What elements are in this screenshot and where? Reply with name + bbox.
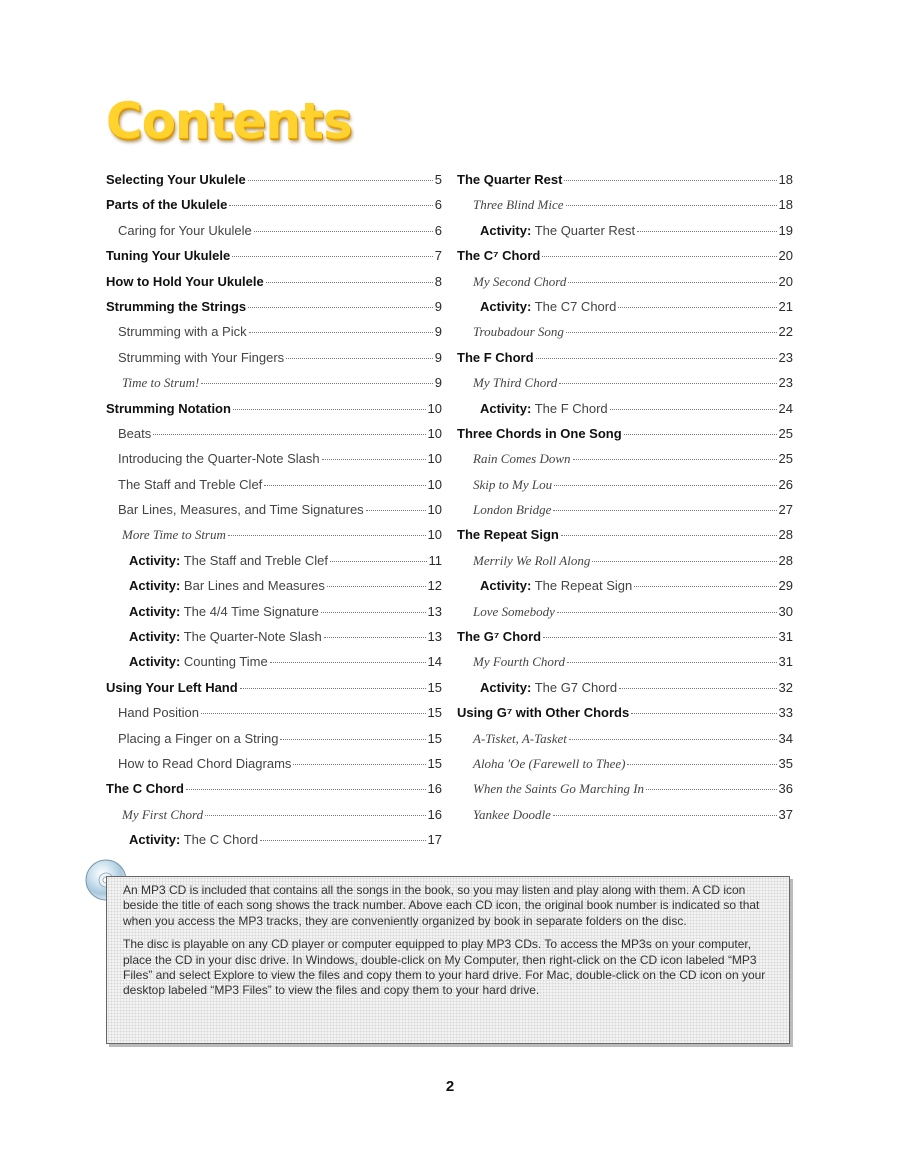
toc-entry-label: When the Saints Go Marching In bbox=[473, 781, 645, 797]
toc-entry-page: 10 bbox=[427, 527, 442, 543]
dot-leader bbox=[266, 282, 433, 283]
dot-leader bbox=[201, 713, 426, 714]
toc-entry bbox=[106, 781, 442, 806]
toc-entry-page: 6 bbox=[434, 197, 442, 213]
toc-entry-label bbox=[129, 604, 319, 619]
toc-entry-label: Using Your Left Hand bbox=[106, 679, 238, 695]
toc-entry-page: 22 bbox=[778, 324, 793, 340]
toc-entry-page: 13 bbox=[427, 603, 442, 619]
toc-entry-page: 25 bbox=[778, 451, 793, 467]
toc-entry bbox=[106, 350, 442, 375]
dot-leader bbox=[536, 358, 777, 359]
toc-entry bbox=[457, 223, 793, 248]
toc-entry-prefix: Activity: bbox=[129, 552, 181, 568]
toc-entry-page: 12 bbox=[427, 578, 442, 594]
toc-entry-prefix: Activity: bbox=[480, 298, 532, 314]
toc-entry bbox=[457, 451, 793, 476]
toc-entry bbox=[106, 324, 442, 349]
toc-entry-prefix: Activity: bbox=[129, 578, 181, 594]
dot-leader bbox=[561, 535, 777, 536]
toc-entry bbox=[106, 731, 442, 756]
toc-entry bbox=[457, 502, 793, 527]
toc-entry-page: 6 bbox=[434, 222, 442, 238]
toc-entry bbox=[106, 299, 442, 324]
toc-entry bbox=[106, 502, 442, 527]
toc-entry bbox=[457, 781, 793, 806]
dot-leader bbox=[557, 612, 777, 613]
dot-leader bbox=[553, 815, 777, 816]
toc-entry bbox=[106, 629, 442, 654]
toc-entry-label: How to Read Chord Diagrams bbox=[118, 755, 292, 771]
toc-entry-label: How to Hold Your Ukulele bbox=[106, 273, 264, 289]
toc-entry bbox=[106, 172, 442, 197]
toc-entry bbox=[106, 248, 442, 273]
toc-entry-page: 15 bbox=[427, 679, 442, 695]
toc-entry bbox=[457, 654, 793, 679]
dot-leader bbox=[554, 485, 776, 486]
toc-entry-label: Skip to My Lou bbox=[473, 476, 553, 492]
toc-entry bbox=[457, 274, 793, 299]
toc-entry-page: 24 bbox=[778, 400, 793, 416]
toc-entry-page: 9 bbox=[434, 375, 442, 391]
toc-entry bbox=[106, 832, 442, 857]
dot-leader bbox=[228, 535, 426, 536]
toc-entry-prefix: Activity: bbox=[129, 629, 181, 645]
toc-entry-label: The Quarter Rest bbox=[457, 172, 563, 187]
toc-entry-label bbox=[480, 578, 632, 593]
dot-leader bbox=[254, 231, 433, 232]
toc-entry-page: 20 bbox=[778, 248, 793, 264]
toc-entry bbox=[457, 629, 793, 654]
toc-entry-label: Time to Strum! bbox=[122, 375, 200, 391]
toc-entry-label: Troubadour Song bbox=[473, 324, 564, 340]
toc-entry-page: 25 bbox=[778, 425, 793, 441]
toc-entry-label bbox=[480, 223, 635, 238]
toc-entry-label bbox=[129, 553, 328, 568]
toc-right-column bbox=[457, 172, 793, 832]
dot-leader bbox=[270, 662, 426, 663]
toc-entry-label: Parts of the Ukulele bbox=[106, 197, 228, 213]
toc-entry-page: 26 bbox=[778, 476, 793, 492]
toc-entry-page: 10 bbox=[427, 425, 442, 441]
toc-entry bbox=[106, 223, 442, 248]
toc-entry bbox=[106, 375, 442, 400]
toc-entry-label: Strumming with a Pick bbox=[118, 324, 247, 340]
note-paragraph-2: The disc is playable on any CD player or computer equipped to play MP3 CDs. To access the MP3s on your computer, place the CD in your disc drive. In Windows, double-click on My Computer, then right-click on the CD icon labeled “MP3 Files” and select Explore to view the files and copy them to your hard drive. For Mac, double-click on the CD icon on your desktop labeled “MP3 Files” to view the files and copy them to your hard drive. bbox=[123, 937, 766, 998]
toc-entry-page: 9 bbox=[434, 298, 442, 314]
toc-entry-page: 9 bbox=[434, 324, 442, 340]
toc-entry bbox=[106, 680, 442, 705]
toc-entry bbox=[106, 604, 442, 629]
toc-entry-prefix: Activity: bbox=[480, 222, 532, 238]
toc-entry-label: Beats bbox=[118, 425, 152, 441]
toc-entry-page: 15 bbox=[427, 755, 442, 771]
dot-leader bbox=[567, 662, 777, 663]
toc-entry-label: Love Somebody bbox=[473, 603, 555, 619]
dot-leader bbox=[553, 510, 776, 511]
toc-entry bbox=[457, 426, 793, 451]
dot-leader bbox=[619, 688, 776, 689]
dot-leader bbox=[153, 434, 425, 435]
toc-entry-page: 10 bbox=[427, 502, 442, 518]
toc-entry-label: Introducing the Quarter-Note Slash bbox=[118, 451, 320, 467]
dot-leader bbox=[559, 383, 776, 384]
toc-entry-label: Using G⁷ with Other Chords bbox=[457, 705, 630, 721]
toc-entry-label: Three Blind Mice bbox=[473, 197, 564, 213]
toc-entry-prefix: Activity: bbox=[480, 679, 532, 695]
toc-entry bbox=[106, 477, 442, 502]
toc-entry-page: 16 bbox=[427, 781, 442, 797]
dot-leader bbox=[248, 180, 433, 181]
toc-entry bbox=[457, 680, 793, 705]
dot-leader bbox=[592, 561, 776, 562]
toc-entry-page: 18 bbox=[778, 197, 793, 213]
toc-entry bbox=[106, 756, 442, 781]
toc-entry-label bbox=[480, 299, 616, 314]
toc-entry bbox=[457, 527, 793, 552]
dot-leader bbox=[627, 764, 776, 765]
toc-entry bbox=[457, 172, 793, 197]
toc-entry-label: Tuning Your Ukulele bbox=[106, 248, 231, 264]
toc-entry-page: 14 bbox=[427, 654, 442, 670]
toc-entry bbox=[457, 401, 793, 426]
toc-entry bbox=[457, 578, 793, 603]
dot-leader bbox=[631, 713, 776, 714]
toc-entry bbox=[457, 477, 793, 502]
toc-entry-text: The Quarter-Note Slash bbox=[183, 629, 322, 645]
toc-entry-text: The 4/4 Time Signature bbox=[183, 603, 319, 619]
dot-leader bbox=[186, 789, 426, 790]
toc-entry-page: 9 bbox=[434, 349, 442, 365]
toc-entry bbox=[457, 604, 793, 629]
dot-leader bbox=[233, 409, 426, 410]
toc-entry-page: 37 bbox=[778, 806, 793, 822]
toc-entry-page: 20 bbox=[778, 273, 793, 289]
toc-entry bbox=[457, 197, 793, 222]
toc-entry-label: Three Chords in One Song bbox=[457, 425, 622, 441]
toc-entry-label: Strumming with Your Fingers bbox=[118, 349, 285, 365]
dot-leader bbox=[240, 688, 426, 689]
toc-entry-label: More Time to Strum bbox=[122, 527, 226, 543]
dot-leader bbox=[229, 205, 432, 206]
toc-entry bbox=[106, 527, 442, 552]
dot-leader bbox=[330, 561, 427, 562]
toc-entry-text: The G7 Chord bbox=[534, 679, 618, 695]
toc-entry-page: 28 bbox=[778, 527, 793, 543]
dot-leader bbox=[324, 637, 426, 638]
dot-leader bbox=[569, 739, 777, 740]
toc-entry-label bbox=[129, 578, 325, 593]
toc-entry-label: Strumming the Strings bbox=[106, 298, 247, 314]
toc-entry-label: Selecting Your Ukulele bbox=[106, 172, 246, 187]
toc-entry-label: My First Chord bbox=[122, 806, 204, 822]
toc-entry bbox=[106, 197, 442, 222]
toc-entry-page: 21 bbox=[778, 298, 793, 314]
toc-entry-page: 11 bbox=[428, 552, 442, 568]
toc-entry-text: The C Chord bbox=[183, 832, 259, 848]
toc-entry-label bbox=[480, 680, 617, 695]
toc-entry-page: 31 bbox=[778, 654, 793, 670]
toc-entry bbox=[457, 375, 793, 400]
toc-entry-label: Caring for Your Ukulele bbox=[118, 222, 252, 238]
toc-entry-label: Hand Position bbox=[118, 705, 199, 721]
toc-entry-label: Yankee Doodle bbox=[473, 806, 551, 822]
toc-entry bbox=[106, 553, 442, 578]
toc-entry-page: 27 bbox=[778, 502, 793, 518]
toc-entry-page: 18 bbox=[778, 172, 793, 187]
toc-entry bbox=[457, 350, 793, 375]
toc-entry-page: 10 bbox=[427, 451, 442, 467]
toc-entry-label: London Bridge bbox=[473, 502, 552, 518]
toc-entry-page: 33 bbox=[778, 705, 793, 721]
toc-entry-label: Rain Comes Down bbox=[473, 451, 571, 467]
toc-entry bbox=[457, 705, 793, 730]
dot-leader bbox=[366, 510, 426, 511]
toc-entry-page: 23 bbox=[778, 349, 793, 365]
toc-entry-page: 32 bbox=[778, 679, 793, 695]
toc-entry bbox=[457, 299, 793, 324]
toc-entry-page: 8 bbox=[434, 273, 442, 289]
toc-entry-text: The Staff and Treble Clef bbox=[183, 552, 328, 568]
dot-leader bbox=[322, 459, 426, 460]
dot-leader bbox=[264, 485, 425, 486]
page-number: 2 bbox=[445, 1078, 455, 1095]
toc-entry-text: The F Chord bbox=[534, 400, 608, 416]
toc-entry-prefix: Activity: bbox=[129, 832, 181, 848]
toc-entry-label: Merrily We Roll Along bbox=[473, 552, 591, 568]
dot-leader bbox=[573, 459, 777, 460]
dot-leader bbox=[646, 789, 777, 790]
toc-entry-page: 10 bbox=[427, 400, 442, 416]
dot-leader bbox=[248, 307, 433, 308]
toc-entry bbox=[106, 654, 442, 679]
toc-entry bbox=[106, 426, 442, 451]
toc-entry-prefix: Activity: bbox=[480, 400, 532, 416]
toc-entry-label: Aloha 'Oe (Farewell to Thee) bbox=[473, 755, 626, 771]
toc-entry-page: 29 bbox=[778, 578, 793, 594]
dot-leader bbox=[327, 586, 426, 587]
page-title: Contents bbox=[106, 92, 352, 150]
toc-entry-prefix: Activity: bbox=[129, 603, 181, 619]
note-paragraph-1: An MP3 CD is included that contains all the songs in the book, so you may listen and play along with them. A CD icon beside the title of each song shows the track number. Above each CD icon, the original book number is indicated so that when you access the MP3 tracks, they are conveniently organized by book in separate folders on the disc. bbox=[123, 883, 760, 928]
toc-entry-page: 35 bbox=[778, 755, 793, 771]
dot-leader bbox=[543, 637, 776, 638]
dot-leader bbox=[205, 815, 425, 816]
toc-entry-text: Bar Lines and Measures bbox=[183, 578, 325, 594]
toc-entry bbox=[106, 451, 442, 476]
dot-leader bbox=[232, 256, 433, 257]
toc-entry-page: 36 bbox=[778, 781, 793, 797]
dot-leader bbox=[321, 612, 426, 613]
toc-entry-label: My Third Chord bbox=[473, 375, 558, 391]
toc-entry-label: Strumming Notation bbox=[106, 400, 231, 416]
toc-entry-page: 31 bbox=[778, 629, 793, 645]
toc-entry-label: Bar Lines, Measures, and Time Signatures bbox=[118, 502, 364, 518]
toc-entry-label: My Second Chord bbox=[473, 273, 567, 289]
toc-entry-page: 15 bbox=[427, 730, 442, 746]
toc-entry-label: A-Tisket, A-Tasket bbox=[473, 730, 567, 746]
dot-leader bbox=[293, 764, 425, 765]
dot-leader bbox=[201, 383, 432, 384]
toc-entry-label bbox=[129, 629, 322, 644]
toc-entry-label bbox=[129, 654, 268, 669]
toc-entry bbox=[457, 731, 793, 756]
dot-leader bbox=[260, 840, 425, 841]
toc-entry-label: The F Chord bbox=[457, 349, 534, 365]
toc-entry bbox=[106, 807, 442, 832]
toc-entry-text: Counting Time bbox=[183, 654, 268, 670]
toc-entry bbox=[106, 274, 442, 299]
toc-entry-page: 16 bbox=[427, 806, 442, 822]
toc-entry-label: The C Chord bbox=[106, 781, 184, 797]
toc-entry-prefix: Activity: bbox=[480, 578, 532, 594]
toc-entry-label bbox=[480, 401, 608, 416]
dot-leader bbox=[542, 256, 776, 257]
toc-entry-page: 23 bbox=[778, 375, 793, 391]
toc-entry-label: The Staff and Treble Clef bbox=[118, 476, 263, 492]
toc-entry-text: The Repeat Sign bbox=[534, 578, 633, 594]
toc-entry-page: 19 bbox=[778, 222, 793, 238]
toc-entry bbox=[457, 553, 793, 578]
toc-entry-page: 17 bbox=[427, 832, 442, 848]
toc-entry-label bbox=[129, 832, 258, 847]
dot-leader bbox=[637, 231, 776, 232]
dot-leader bbox=[568, 282, 776, 283]
toc-entry bbox=[106, 578, 442, 603]
toc-entry bbox=[457, 248, 793, 273]
toc-entry bbox=[457, 807, 793, 832]
toc-entry bbox=[106, 705, 442, 730]
mp3-cd-note bbox=[106, 876, 790, 1044]
dot-leader bbox=[280, 739, 425, 740]
toc-entry-label: The Repeat Sign bbox=[457, 527, 559, 543]
dot-leader bbox=[610, 409, 777, 410]
toc-entry-prefix: Activity: bbox=[129, 654, 181, 670]
toc-entry bbox=[457, 324, 793, 349]
dot-leader bbox=[634, 586, 776, 587]
toc-entry-page: 7 bbox=[434, 248, 442, 264]
toc-entry-page: 15 bbox=[427, 705, 442, 721]
toc-entry-page: 30 bbox=[778, 603, 793, 619]
toc-entry-page: 5 bbox=[434, 172, 442, 187]
dot-leader bbox=[286, 358, 433, 359]
dot-leader bbox=[624, 434, 777, 435]
toc-entry-label: My Fourth Chord bbox=[473, 654, 565, 670]
toc-entry bbox=[457, 756, 793, 781]
toc-entry-page: 13 bbox=[427, 629, 442, 645]
dot-leader bbox=[618, 307, 776, 308]
toc-left-column bbox=[106, 172, 442, 858]
dot-leader bbox=[566, 332, 777, 333]
toc-entry-label: Placing a Finger on a String bbox=[118, 730, 279, 746]
toc-entry-page: 28 bbox=[778, 552, 793, 568]
toc-entry-page: 10 bbox=[427, 476, 442, 492]
dot-leader bbox=[566, 205, 777, 206]
toc-entry-text: The Quarter Rest bbox=[534, 222, 636, 238]
dot-leader bbox=[249, 332, 433, 333]
dot-leader bbox=[564, 180, 776, 181]
toc-entry bbox=[106, 401, 442, 426]
toc-entry-label: The G⁷ Chord bbox=[457, 629, 542, 645]
toc-entry-label: The C⁷ Chord bbox=[457, 248, 541, 264]
toc-entry-page: 34 bbox=[778, 730, 793, 746]
toc-entry-text: The C7 Chord bbox=[534, 298, 617, 314]
